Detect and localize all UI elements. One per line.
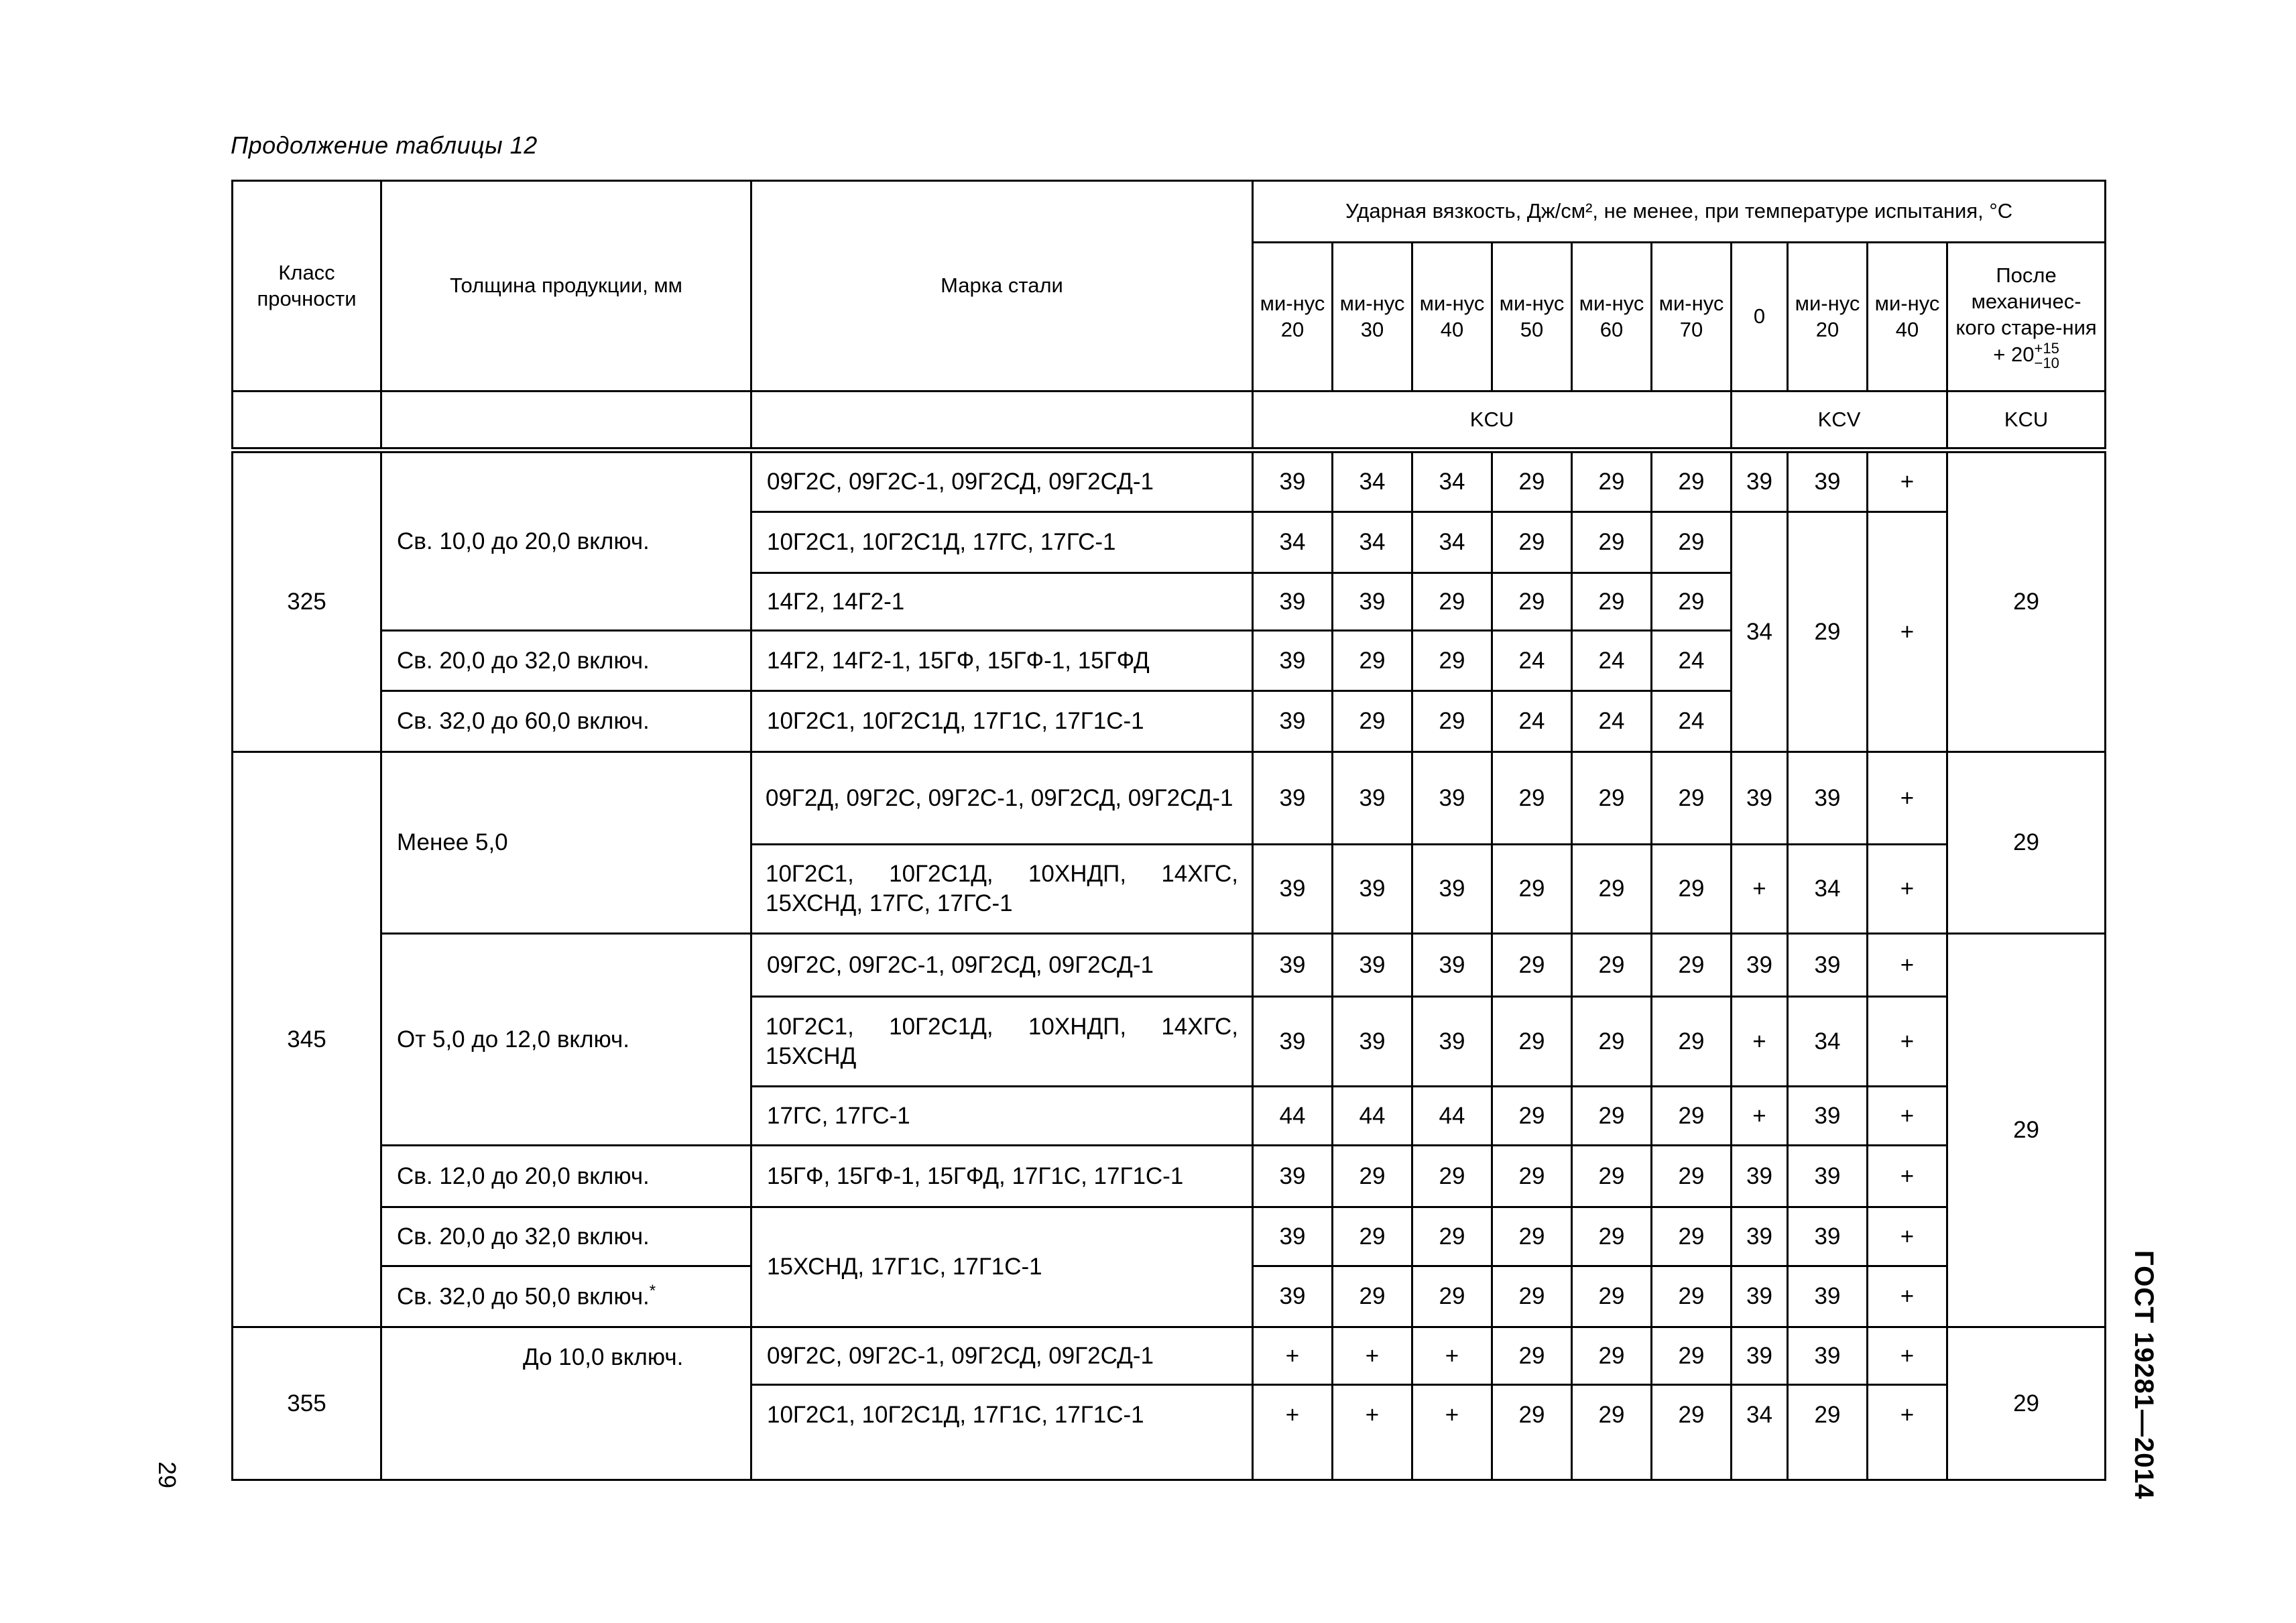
value-cell: 29: [1572, 845, 1652, 934]
grade-cell: 10Г2С1, 10Г2С1Д, 17ГС, 17ГС-1: [751, 512, 1253, 573]
header-temp: ми-нус 60: [1572, 243, 1652, 392]
value-cell: 39: [1788, 1146, 1868, 1207]
value-cell: 39: [1732, 1266, 1788, 1327]
table-row: [233, 1327, 2106, 1385]
value-cell: 44: [1333, 1087, 1412, 1146]
thickness-cell: Менее 5,0: [381, 752, 751, 934]
value-cell: 39: [1732, 1327, 1788, 1385]
value-cell: 24: [1572, 631, 1652, 691]
value-cell: 39: [1732, 1146, 1788, 1207]
value-cell: 29: [1788, 512, 1868, 752]
value-cell: 29: [1572, 1087, 1652, 1146]
value-cell: 34: [1732, 1385, 1788, 1480]
value-cell: 29: [1412, 1207, 1492, 1266]
value-cell: +: [1253, 1327, 1333, 1385]
grade-cell: 14Г2, 14Г2-1, 15ГФ, 15ГФ-1, 15ГФД: [751, 631, 1253, 691]
value-cell: 39: [1412, 934, 1492, 997]
header-impact: Ударная вязкость, Дж/см², не менее, при температуре испытания, °С: [1253, 181, 2106, 243]
value-cell: +: [1868, 997, 1947, 1087]
value-cell: 29: [1492, 934, 1572, 997]
value-cell: 29: [1652, 1385, 1732, 1480]
value-cell: 29: [1333, 1207, 1412, 1266]
value-cell: 39: [1253, 631, 1333, 691]
header-temp: 0: [1732, 243, 1788, 392]
value-cell: 39: [1333, 997, 1412, 1087]
thickness-cell: Св. 32,0 до 60,0 включ.: [381, 691, 751, 752]
table-row: [233, 1146, 2106, 1207]
value-cell: 29: [1788, 1385, 1868, 1480]
value-cell: 29: [1572, 1327, 1652, 1385]
thickness-cell: Св. 12,0 до 20,0 включ.: [381, 1146, 751, 1207]
value-cell: 29: [1333, 691, 1412, 752]
value-cell: +: [1333, 1327, 1412, 1385]
value-cell: 29: [1492, 1327, 1572, 1385]
aging-cell: 29: [1947, 934, 2106, 1327]
value-cell: 29: [1572, 1207, 1652, 1266]
aging-cell: 29: [1947, 752, 2106, 934]
value-cell: +: [1333, 1385, 1412, 1480]
header-blank: [233, 392, 381, 450]
value-cell: 34: [1732, 512, 1788, 752]
value-cell: 29: [1492, 997, 1572, 1087]
value-cell: 34: [1333, 450, 1412, 512]
value-cell: 29: [1492, 752, 1572, 845]
value-cell: 44: [1253, 1087, 1333, 1146]
value-cell: 34: [1412, 512, 1492, 573]
value-cell: 24: [1572, 691, 1652, 752]
header-blank: [751, 392, 1253, 450]
value-cell: 39: [1333, 934, 1412, 997]
value-cell: 39: [1788, 1087, 1868, 1146]
value-cell: 29: [1572, 573, 1652, 631]
value-cell: 39: [1788, 1266, 1868, 1327]
value-cell: 29: [1492, 573, 1572, 631]
header-temp: ми-нус 30: [1333, 243, 1412, 392]
value-cell: +: [1253, 1385, 1333, 1480]
value-cell: +: [1868, 845, 1947, 934]
header-blank: [381, 392, 751, 450]
value-cell: 29: [1652, 573, 1732, 631]
value-cell: 29: [1572, 1266, 1652, 1327]
value-cell: 29: [1572, 512, 1652, 573]
value-cell: 34: [1253, 512, 1333, 573]
value-cell: 34: [1412, 450, 1492, 512]
value-cell: 29: [1492, 845, 1572, 934]
value-cell: 29: [1652, 512, 1732, 573]
value-cell: 39: [1253, 573, 1333, 631]
value-cell: 24: [1652, 631, 1732, 691]
aging-cell: 29: [1947, 1327, 2106, 1480]
value-cell: 39: [1253, 691, 1333, 752]
value-cell: 29: [1652, 1087, 1732, 1146]
value-cell: 29: [1412, 691, 1492, 752]
value-cell: 39: [1333, 573, 1412, 631]
value-cell: +: [1868, 1327, 1947, 1385]
value-cell: +: [1868, 1385, 1947, 1480]
value-cell: 39: [1253, 752, 1333, 845]
grade-cell: 09Г2С, 09Г2С-1, 09Г2СД, 09Г2СД-1: [751, 934, 1253, 997]
value-cell: 39: [1788, 934, 1868, 997]
value-cell: 39: [1732, 934, 1788, 997]
value-cell: 29: [1333, 1266, 1412, 1327]
value-cell: 29: [1492, 450, 1572, 512]
value-cell: 29: [1572, 934, 1652, 997]
value-cell: 29: [1652, 1266, 1732, 1327]
value-cell: 29: [1412, 631, 1492, 691]
value-cell: 39: [1253, 997, 1333, 1087]
value-cell: 24: [1652, 691, 1732, 752]
value-cell: 29: [1572, 1146, 1652, 1207]
value-cell: 29: [1572, 752, 1652, 845]
value-cell: 39: [1412, 752, 1492, 845]
value-cell: 29: [1492, 1087, 1572, 1146]
value-cell: 29: [1652, 1327, 1732, 1385]
value-cell: 29: [1572, 997, 1652, 1087]
value-cell: 29: [1492, 1385, 1572, 1480]
value-cell: 39: [1333, 845, 1412, 934]
value-cell: 39: [1788, 752, 1868, 845]
value-cell: +: [1868, 752, 1947, 845]
class-325: 325: [233, 450, 381, 752]
grade-cell: 10Г2С1, 10Г2С1Д, 10ХНДП, 14ХГС, 15ХСНД, 17ГС, 17ГС-1: [751, 845, 1253, 934]
value-cell: 24: [1492, 691, 1572, 752]
header-thickness: Толщина продукции, мм: [381, 181, 751, 392]
class-355: 355: [233, 1327, 381, 1480]
thickness-cell: От 5,0 до 12,0 включ.: [381, 934, 751, 1146]
value-cell: 29: [1333, 1146, 1412, 1207]
value-cell: +: [1868, 934, 1947, 997]
header-temp: ми-нус 20: [1788, 243, 1868, 392]
value-cell: +: [1412, 1385, 1492, 1480]
thickness-cell: Св. 20,0 до 32,0 включ.: [381, 1207, 751, 1266]
value-cell: 29: [1572, 450, 1652, 512]
value-cell: 29: [1652, 450, 1732, 512]
table-row: [233, 450, 2106, 512]
thickness-cell: До 10,0 включ.: [381, 1327, 751, 1480]
grade-cell: 15ГФ, 15ГФ-1, 15ГФД, 17Г1С, 17Г1С-1: [751, 1146, 1253, 1207]
value-cell: 29: [1652, 752, 1732, 845]
value-cell: 29: [1652, 934, 1732, 997]
value-cell: 44: [1412, 1087, 1492, 1146]
value-cell: 29: [1652, 1146, 1732, 1207]
thickness-cell: Св. 20,0 до 32,0 включ.: [381, 631, 751, 691]
table-row: [233, 934, 2106, 997]
header-kcv: KCV: [1732, 392, 1947, 450]
value-cell: 29: [1412, 1146, 1492, 1207]
value-cell: 39: [1732, 752, 1788, 845]
value-cell: 29: [1412, 573, 1492, 631]
impact-toughness-table: [231, 180, 2106, 1481]
header-class: Класс прочности: [233, 181, 381, 392]
header-temp: ми-нус 70: [1652, 243, 1732, 392]
value-cell: +: [1412, 1327, 1492, 1385]
value-cell: +: [1868, 512, 1947, 752]
value-cell: 29: [1652, 845, 1732, 934]
document-code: ГОСТ 19281—2014: [2129, 1250, 2159, 1500]
value-cell: 29: [1492, 1207, 1572, 1266]
table-caption: Продолжение таблицы 12: [231, 131, 538, 159]
value-cell: +: [1868, 1266, 1947, 1327]
grade-cell: 10Г2С1, 10Г2С1Д, 10ХНДП, 14ХГС, 15ХСНД: [751, 997, 1253, 1087]
value-cell: +: [1732, 997, 1788, 1087]
table-row: [233, 752, 2106, 845]
header-aging: После механичес-кого старе-ния + 20+15 −10: [1947, 243, 2106, 392]
page-number: 29: [154, 1461, 181, 1489]
value-cell: +: [1868, 450, 1947, 512]
value-cell: 39: [1788, 450, 1868, 512]
value-cell: 39: [1253, 1146, 1333, 1207]
value-cell: 39: [1732, 1207, 1788, 1266]
thickness-cell: Св. 32,0 до 50,0 включ.*: [381, 1266, 751, 1327]
value-cell: 29: [1333, 631, 1412, 691]
header-temp: ми-нус 20: [1253, 243, 1333, 392]
value-cell: 39: [1732, 450, 1788, 512]
value-cell: 34: [1788, 997, 1868, 1087]
value-cell: 39: [1788, 1207, 1868, 1266]
value-cell: 39: [1253, 1266, 1333, 1327]
value-cell: 39: [1333, 752, 1412, 845]
value-cell: 39: [1253, 450, 1333, 512]
value-cell: 29: [1412, 1266, 1492, 1327]
header-grade: Марка стали: [751, 181, 1253, 392]
value-cell: 24: [1492, 631, 1572, 691]
header-temp: ми-нус 40: [1868, 243, 1947, 392]
thickness-cell: Св. 10,0 до 20,0 включ.: [381, 450, 751, 631]
grade-cell: 10Г2С1, 10Г2С1Д, 17Г1С, 17Г1С-1: [751, 1385, 1253, 1480]
value-cell: 39: [1788, 1327, 1868, 1385]
grade-cell: 17ГС, 17ГС-1: [751, 1087, 1253, 1146]
value-cell: 29: [1572, 1385, 1652, 1480]
value-cell: 34: [1333, 512, 1412, 573]
table-row: [233, 1207, 2106, 1266]
value-cell: +: [1732, 1087, 1788, 1146]
value-cell: +: [1868, 1146, 1947, 1207]
value-cell: 29: [1652, 1207, 1732, 1266]
class-345: 345: [233, 752, 381, 1327]
grade-cell: 09Г2С, 09Г2С-1, 09Г2СД, 09Г2СД-1: [751, 1327, 1253, 1385]
header-kcu: KCU: [1253, 392, 1732, 450]
grade-cell: 10Г2С1, 10Г2С1Д, 17Г1С, 17Г1С-1: [751, 691, 1253, 752]
grade-cell: 09Г2С, 09Г2С-1, 09Г2СД, 09Г2СД-1: [751, 450, 1253, 512]
value-cell: 39: [1253, 934, 1333, 997]
value-cell: 39: [1412, 997, 1492, 1087]
grade-cell: 15ХСНД, 17Г1С, 17Г1С-1: [751, 1207, 1253, 1327]
grade-cell: 14Г2, 14Г2-1: [751, 573, 1253, 631]
value-cell: +: [1868, 1207, 1947, 1266]
header-kcu-aging: KCU: [1947, 392, 2106, 450]
value-cell: 39: [1253, 1207, 1333, 1266]
value-cell: 29: [1492, 1266, 1572, 1327]
grade-cell: 09Г2Д, 09Г2С, 09Г2С-1, 09Г2СД, 09Г2СД-1: [751, 752, 1253, 845]
header-temp: ми-нус 50: [1492, 243, 1572, 392]
header-temp: ми-нус 40: [1412, 243, 1492, 392]
aging-cell: 29: [1947, 450, 2106, 752]
value-cell: 29: [1652, 997, 1732, 1087]
value-cell: 39: [1253, 845, 1333, 934]
value-cell: 34: [1788, 845, 1868, 934]
value-cell: +: [1868, 1087, 1947, 1146]
value-cell: +: [1732, 845, 1788, 934]
value-cell: 29: [1492, 512, 1572, 573]
value-cell: 29: [1492, 1146, 1572, 1207]
value-cell: 39: [1412, 845, 1492, 934]
